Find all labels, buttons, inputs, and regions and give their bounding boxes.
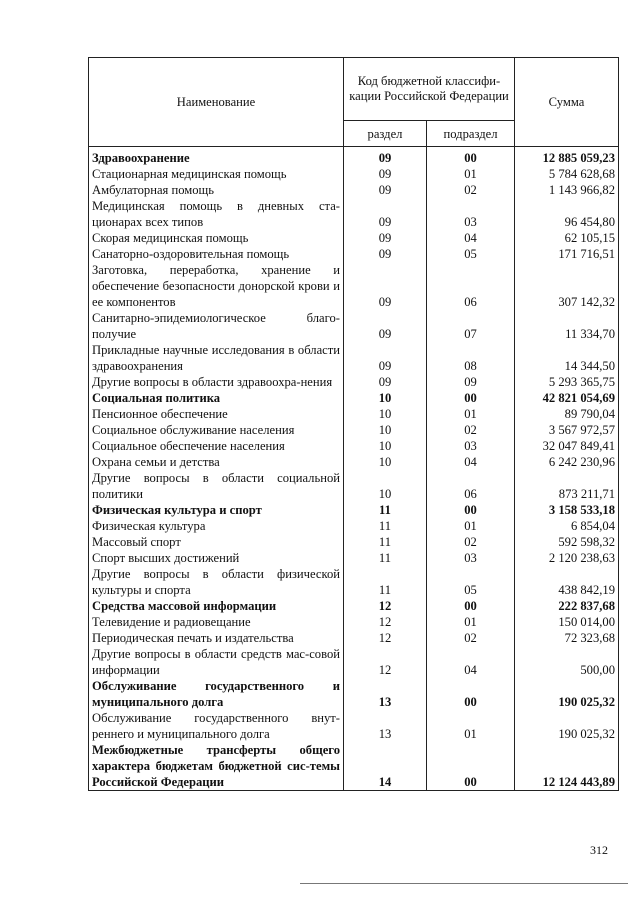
row-name: Физическая культура <box>89 518 344 534</box>
row-section: 09 <box>344 342 427 374</box>
row-section: 13 <box>344 678 427 710</box>
row-section: 11 <box>344 550 427 566</box>
header-section: раздел <box>344 121 427 147</box>
row-sum: 14 344,50 <box>515 342 619 374</box>
row-section: 10 <box>344 454 427 470</box>
row-sum: 1 143 966,82 <box>515 182 619 198</box>
row-section: 09 <box>344 310 427 342</box>
row-sum: 2 120 238,63 <box>515 550 619 566</box>
row-section: 14 <box>344 742 427 791</box>
header-subsection: подраздел <box>427 121 515 147</box>
table-row <box>89 438 619 454</box>
budget-table <box>88 57 619 791</box>
row-subsection: 00 <box>427 742 515 791</box>
row-sum: 150 014,00 <box>515 614 619 630</box>
row-name: Телевидение и радиовещание <box>89 614 344 630</box>
table-row <box>89 614 619 630</box>
row-subsection: 02 <box>427 630 515 646</box>
row-sum: 307 142,32 <box>515 262 619 310</box>
row-section: 11 <box>344 502 427 518</box>
row-name: Физическая культура и спорт <box>89 502 344 518</box>
row-section: 09 <box>344 182 427 198</box>
row-name: Спорт высших достижений <box>89 550 344 566</box>
row-section: 09 <box>344 166 427 182</box>
row-subsection: 03 <box>427 550 515 566</box>
row-section: 09 <box>344 198 427 230</box>
row-sum: 72 323,68 <box>515 630 619 646</box>
row-name: Стационарная медицинская помощь <box>89 166 344 182</box>
row-name: Здравоохранение <box>89 147 344 167</box>
row-sum: 592 598,32 <box>515 534 619 550</box>
row-name: Массовый спорт <box>89 534 344 550</box>
row-subsection: 06 <box>427 262 515 310</box>
table-row <box>89 390 619 406</box>
header-sum: Сумма <box>515 58 619 147</box>
table-row <box>89 534 619 550</box>
row-subsection: 05 <box>427 246 515 262</box>
row-section: 10 <box>344 390 427 406</box>
row-name: Социальное обслуживание населения <box>89 422 344 438</box>
row-section: 12 <box>344 646 427 678</box>
table-row <box>89 742 619 791</box>
row-sum: 62 105,15 <box>515 230 619 246</box>
row-name: Средства массовой информации <box>89 598 344 614</box>
table-row <box>89 630 619 646</box>
row-sum: 3 158 533,18 <box>515 502 619 518</box>
table-row <box>89 262 619 310</box>
table-row <box>89 147 619 167</box>
table-row <box>89 342 619 374</box>
row-name: Обслуживание государственного внут-реннего и муниципального долга <box>89 710 344 742</box>
row-sum: 96 454,80 <box>515 198 619 230</box>
table-row <box>89 454 619 470</box>
row-subsection: 00 <box>427 678 515 710</box>
row-section: 10 <box>344 470 427 502</box>
row-subsection: 01 <box>427 614 515 630</box>
row-name: Социальная политика <box>89 390 344 406</box>
row-name: Другие вопросы в области физической культуры и спорта <box>89 566 344 598</box>
row-sum: 873 211,71 <box>515 470 619 502</box>
row-section: 12 <box>344 598 427 614</box>
row-name: Другие вопросы в области здравоохра-нения <box>89 374 344 390</box>
row-subsection: 03 <box>427 438 515 454</box>
table-row <box>89 422 619 438</box>
row-name: Заготовка, переработка, хранение и обеспечение безопасности донорской крови и ее компонентов <box>89 262 344 310</box>
row-subsection: 05 <box>427 566 515 598</box>
row-subsection: 00 <box>427 390 515 406</box>
row-section: 11 <box>344 534 427 550</box>
row-sum: 3 567 972,57 <box>515 422 619 438</box>
row-sum: 500,00 <box>515 646 619 678</box>
row-sum: 32 047 849,41 <box>515 438 619 454</box>
row-name: Санитарно-эпидемиологическое благо-получие <box>89 310 344 342</box>
row-name: Межбюджетные трансферты общего характера бюджетам бюджетной сис-темы Российской Федерации <box>89 742 344 791</box>
row-subsection: 00 <box>427 502 515 518</box>
row-name: Амбулаторная помощь <box>89 182 344 198</box>
row-section: 09 <box>344 262 427 310</box>
table-row <box>89 246 619 262</box>
row-sum: 190 025,32 <box>515 710 619 742</box>
row-sum: 222 837,68 <box>515 598 619 614</box>
row-subsection: 04 <box>427 454 515 470</box>
page-number: 312 <box>590 843 608 857</box>
row-subsection: 02 <box>427 182 515 198</box>
row-section: 09 <box>344 246 427 262</box>
row-section: 09 <box>344 147 427 167</box>
row-section: 12 <box>344 630 427 646</box>
row-subsection: 07 <box>427 310 515 342</box>
row-section: 10 <box>344 422 427 438</box>
table-row <box>89 502 619 518</box>
row-sum: 6 854,04 <box>515 518 619 534</box>
row-sum: 12 885 059,23 <box>515 147 619 167</box>
row-sum: 42 821 054,69 <box>515 390 619 406</box>
table-body <box>89 147 619 791</box>
row-name: Скорая медицинская помощь <box>89 230 344 246</box>
footer-rule <box>300 883 628 884</box>
row-sum: 5 784 628,68 <box>515 166 619 182</box>
row-section: 09 <box>344 230 427 246</box>
row-name: Пенсионное обеспечение <box>89 406 344 422</box>
row-subsection: 06 <box>427 470 515 502</box>
table-row <box>89 374 619 390</box>
row-subsection: 04 <box>427 230 515 246</box>
row-section: 10 <box>344 406 427 422</box>
table-row <box>89 518 619 534</box>
table-row <box>89 646 619 678</box>
row-sum: 12 124 443,89 <box>515 742 619 791</box>
row-name: Обслуживание государственного и муниципального долга <box>89 678 344 710</box>
row-name: Периодическая печать и издательства <box>89 630 344 646</box>
row-name: Медицинская помощь в дневных ста-ционарах всех типов <box>89 198 344 230</box>
table-row <box>89 678 619 710</box>
row-subsection: 09 <box>427 374 515 390</box>
table-row <box>89 198 619 230</box>
row-sum: 190 025,32 <box>515 678 619 710</box>
row-sum: 438 842,19 <box>515 566 619 598</box>
row-sum: 89 790,04 <box>515 406 619 422</box>
table-row <box>89 550 619 566</box>
row-section: 11 <box>344 566 427 598</box>
table-row <box>89 566 619 598</box>
row-section: 12 <box>344 614 427 630</box>
row-subsection: 01 <box>427 710 515 742</box>
row-subsection: 02 <box>427 534 515 550</box>
row-subsection: 00 <box>427 147 515 167</box>
row-subsection: 03 <box>427 198 515 230</box>
table-row <box>89 598 619 614</box>
table-row <box>89 166 619 182</box>
row-sum: 11 334,70 <box>515 310 619 342</box>
row-name: Другие вопросы в области социальной политики <box>89 470 344 502</box>
row-sum: 5 293 365,75 <box>515 374 619 390</box>
row-section: 11 <box>344 518 427 534</box>
table-row <box>89 182 619 198</box>
row-subsection: 01 <box>427 166 515 182</box>
row-subsection: 00 <box>427 598 515 614</box>
row-sum: 6 242 230,96 <box>515 454 619 470</box>
row-section: 13 <box>344 710 427 742</box>
header-name: Наименование <box>89 58 344 147</box>
row-subsection: 08 <box>427 342 515 374</box>
row-name: Охрана семьи и детства <box>89 454 344 470</box>
row-subsection: 01 <box>427 406 515 422</box>
row-section: 09 <box>344 374 427 390</box>
row-name: Другие вопросы в области средств мас-совой информации <box>89 646 344 678</box>
row-subsection: 02 <box>427 422 515 438</box>
table-row <box>89 406 619 422</box>
row-subsection: 01 <box>427 518 515 534</box>
row-name: Социальное обеспечение населения <box>89 438 344 454</box>
header-budget-code: Код бюджетной классифи-кации Российской Федерации <box>344 58 515 121</box>
table-row <box>89 230 619 246</box>
row-subsection: 04 <box>427 646 515 678</box>
row-sum: 171 716,51 <box>515 246 619 262</box>
row-name: Прикладные научные исследования в области здравоохранения <box>89 342 344 374</box>
table-row <box>89 310 619 342</box>
row-name: Санаторно-оздоровительная помощь <box>89 246 344 262</box>
row-section: 10 <box>344 438 427 454</box>
table-row <box>89 710 619 742</box>
table-row <box>89 470 619 502</box>
